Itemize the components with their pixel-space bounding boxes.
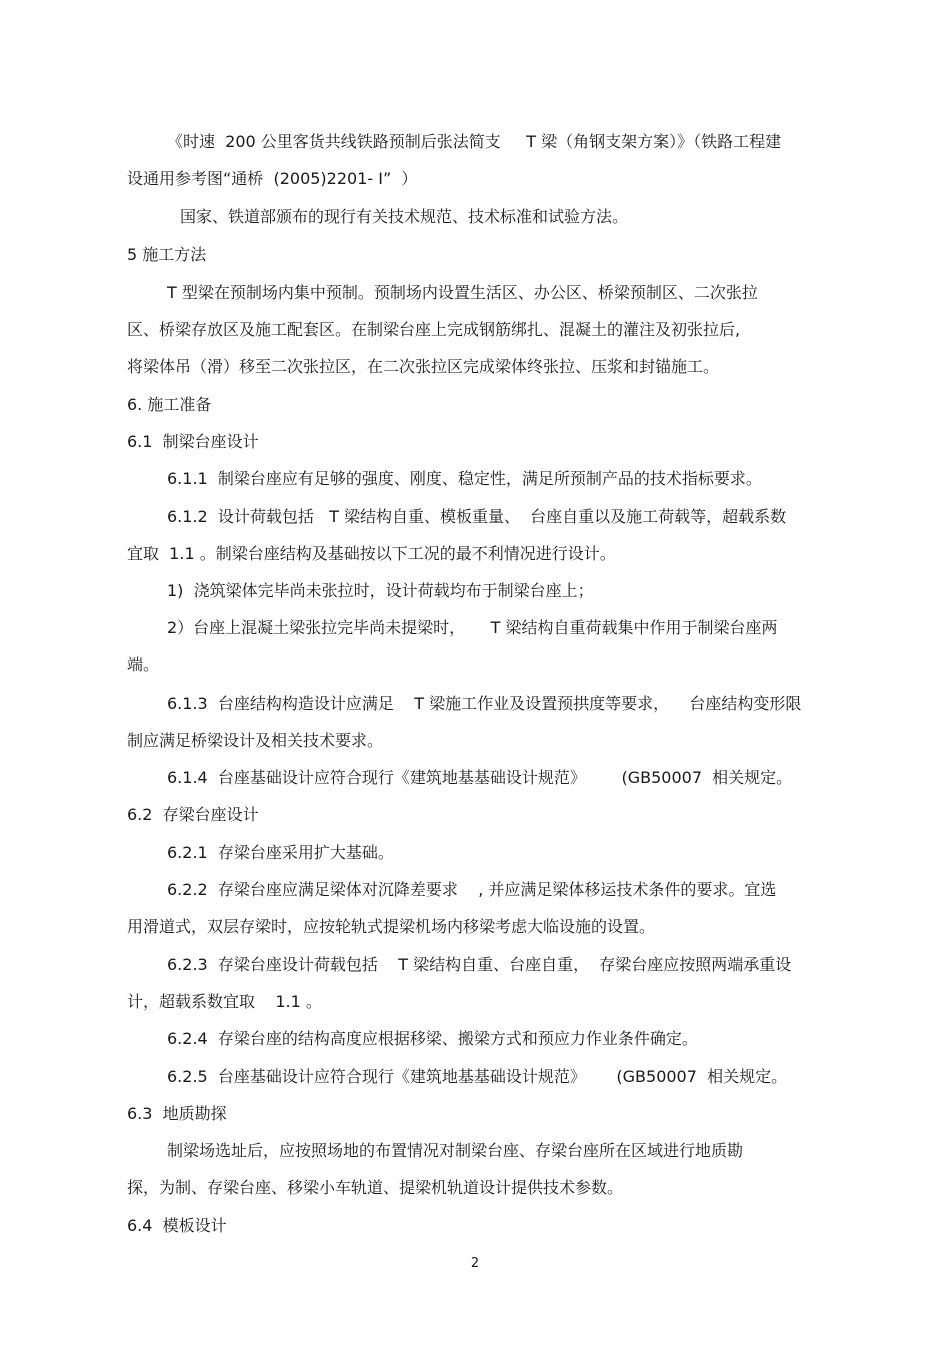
text-line: 宜取 1.1 。制梁台座结构及基础按以下工况的最不利情况进行设计。 bbox=[127, 544, 616, 563]
text-line: 6.2.2 存梁台座应满足梁体对沉降差要求 , 并应满足梁体移运技术条件的要求。宜选 bbox=[167, 880, 777, 899]
section-heading: 6. 施工准备 bbox=[127, 395, 212, 414]
section-heading: 6.1 制梁台座设计 bbox=[127, 432, 259, 451]
text-line: 探，为制、存梁台座、移梁小车轨道、提梁机轨道设计提供技术参数。 bbox=[127, 1178, 624, 1197]
text-line: 计，超载系数宜取 1.1 。 bbox=[127, 992, 322, 1011]
text-line: 区、桥梁存放区及施工配套区。在制梁台座上完成钢筋绑扎、混凝土的灌注及初张拉后, bbox=[127, 320, 741, 339]
text-line: 6.2.4 存梁台座的结构高度应根据移梁、搬梁方式和预应力作业条件确定。 bbox=[167, 1029, 698, 1048]
text-line: 国家、铁道部颁布的现行有关技术规范、技术标准和试验方法。 bbox=[180, 207, 629, 226]
text-line: 端。 bbox=[127, 655, 160, 674]
text-line: 6.2.5 台座基础设计应符合现行《建筑地基基础设计规范》 (GB50007 相关规定。 bbox=[167, 1067, 788, 1086]
text-line: 2）台座上混凝土梁张拉完毕尚未提梁时， T 梁结构自重荷载集中作用于制梁台座两 bbox=[167, 618, 778, 637]
text-line: 将梁体吊（滑）移至二次张拉区，在二次张拉区完成梁体终张拉、压浆和封锚施工。 bbox=[127, 357, 720, 376]
text-line: 6.1.2 设计荷载包括 T 梁结构自重、模板重量、 台座自重以及施工荷载等，超载系数 bbox=[167, 507, 787, 526]
text-line: 6.1.3 台座结构构造设计应满足 T 梁施工作业及设置预拱度等要求， 台座结构变形限 bbox=[167, 694, 802, 713]
text-line: T 型梁在预制场内集中预制。预制场内设置生活区、办公区、桥梁预制区、二次张拉 bbox=[167, 283, 758, 302]
text-line: 6.2.1 存梁台座采用扩大基础。 bbox=[167, 843, 394, 862]
text-line: 设通用参考图“通桥 (2005)2201- Ⅰ” ） bbox=[127, 169, 418, 188]
section-heading: 5 施工方法 bbox=[127, 245, 207, 264]
text-line: 制应满足桥梁设计及相关技术要求。 bbox=[127, 731, 384, 750]
text-line: 《时速 200 公里客货共线铁路预制后张法简支 T 梁（角钢支架方案）》（铁路工程建 bbox=[167, 132, 782, 151]
text-line: 1) 浇筑梁体完毕尚未张拉时，设计荷载均布于制梁台座上； bbox=[167, 581, 594, 600]
text-line: 6.1.4 台座基础设计应符合现行《建筑地基基础设计规范》 (GB50007 相关规定。 bbox=[167, 768, 793, 787]
text-line: 6.2.3 存梁台座设计荷载包括 T 梁结构自重、台座自重， 存梁台座应按照两端承重设 bbox=[167, 955, 792, 974]
section-heading: 6.2 存梁台座设计 bbox=[127, 805, 259, 824]
page-number: 2 bbox=[470, 1256, 480, 1271]
text-line: 6.1.1 制梁台座应有足够的强度、刚度、稳定性，满足所预制产品的技术指标要求。 bbox=[167, 469, 762, 488]
text-line: 用滑道式，双层存梁时，应按轮轨式提梁机场内移梁考虑大临设施的设置。 bbox=[127, 917, 656, 936]
section-heading: 6.3 地质勘探 bbox=[127, 1104, 227, 1123]
section-heading: 6.4 模板设计 bbox=[127, 1216, 227, 1235]
text-line: 制梁场选址后，应按照场地的布置情况对制梁台座、存梁台座所在区域进行地质勘 bbox=[167, 1141, 744, 1160]
